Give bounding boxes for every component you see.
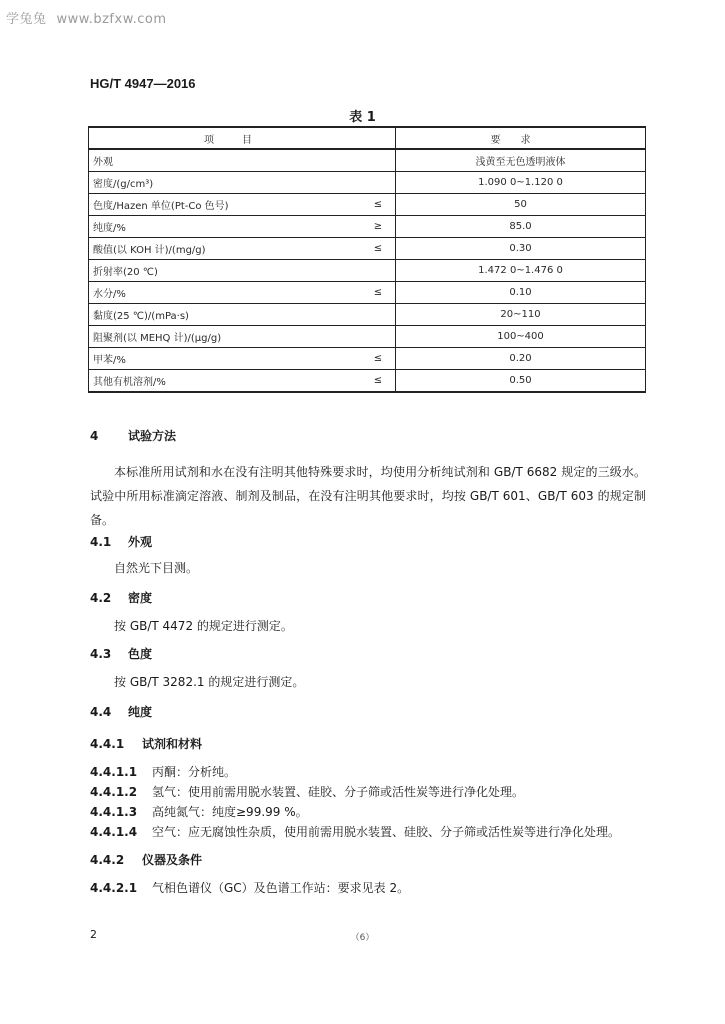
row-item: 折射率(20 ℃) bbox=[89, 260, 362, 282]
section-4-4-heading bbox=[90, 704, 646, 721]
row-symbol bbox=[361, 326, 396, 348]
row-value: 100~400 bbox=[396, 326, 646, 348]
table-header-item: 项目 bbox=[89, 127, 396, 149]
watermark-site-name: 学兔兔 bbox=[6, 12, 47, 27]
row-value: 0.30 bbox=[396, 238, 646, 260]
item-text: 高纯氮气：纯度≥99.99 %。 bbox=[152, 805, 308, 819]
section-4-4-1-number: 4.4.1 bbox=[90, 737, 125, 751]
list-item bbox=[90, 784, 646, 801]
row-item: 其他有机溶剂/% bbox=[89, 370, 362, 393]
section-4-1-number: 4.1 bbox=[90, 535, 112, 549]
list-item bbox=[90, 764, 646, 781]
row-item: 密度/(g/cm³) bbox=[89, 172, 362, 194]
list-item bbox=[90, 824, 646, 841]
row-value: 1.472 0~1.476 0 bbox=[396, 260, 646, 282]
table-row bbox=[89, 348, 646, 370]
row-symbol: ≥ bbox=[361, 216, 396, 238]
section-4-3-heading bbox=[90, 646, 646, 663]
row-symbol: ≤ bbox=[361, 238, 396, 260]
table-row bbox=[89, 194, 646, 216]
section-4-1-heading bbox=[90, 534, 646, 551]
page-number: 2 bbox=[90, 928, 97, 941]
section-4-2-heading bbox=[90, 590, 646, 607]
table-header-requirement: 要求 bbox=[396, 127, 646, 149]
section-4-1-text: 自然光下目测。 bbox=[114, 561, 199, 575]
row-symbol: ≤ bbox=[361, 370, 396, 393]
table-row bbox=[89, 304, 646, 326]
row-item: 阻聚剂(以 MEHQ 计)/(μg/g) bbox=[89, 326, 362, 348]
section-4-4-title: 纯度 bbox=[128, 705, 153, 719]
watermark bbox=[6, 8, 167, 27]
standard-code: HG/T 4947—2016 bbox=[90, 76, 196, 91]
row-item: 甲苯/% bbox=[89, 348, 362, 370]
section-4-4-1-heading bbox=[90, 736, 646, 753]
row-symbol bbox=[361, 172, 396, 194]
section-4-title: 试验方法 bbox=[128, 429, 177, 443]
footer-mark: （6） bbox=[350, 933, 375, 943]
section-4-number: 4 bbox=[90, 429, 99, 443]
section-4-4-2-1-number: 4.4.2.1 bbox=[90, 881, 138, 895]
table-row bbox=[89, 238, 646, 260]
section-4-3-number: 4.3 bbox=[90, 647, 112, 661]
table-row bbox=[89, 326, 646, 348]
section-4-3-title: 色度 bbox=[128, 647, 153, 661]
row-symbol: ≤ bbox=[361, 282, 396, 304]
row-value: 85.0 bbox=[396, 216, 646, 238]
row-symbol bbox=[361, 149, 396, 172]
row-value: 1.090 0~1.120 0 bbox=[396, 172, 646, 194]
section-4-3-text: 按 GB/T 3282.1 的规定进行测定。 bbox=[114, 675, 305, 689]
list-item bbox=[90, 804, 646, 821]
section-4-4-2-number: 4.4.2 bbox=[90, 853, 125, 867]
row-symbol bbox=[361, 260, 396, 282]
row-value: 0.20 bbox=[396, 348, 646, 370]
section-4-2-text: 按 GB/T 4472 的规定进行测定。 bbox=[114, 619, 293, 633]
table-row bbox=[89, 149, 646, 172]
row-value: 50 bbox=[396, 194, 646, 216]
section-4-1-title: 外观 bbox=[128, 535, 153, 549]
section-4-heading bbox=[90, 428, 646, 445]
table-row bbox=[89, 260, 646, 282]
row-value: 0.50 bbox=[396, 370, 646, 393]
item-number: 4.4.1.1 bbox=[90, 765, 138, 779]
section-4-2-number: 4.2 bbox=[90, 591, 112, 605]
item-text: 丙酮：分析纯。 bbox=[152, 765, 237, 779]
item-number: 4.4.1.3 bbox=[90, 805, 138, 819]
row-symbol bbox=[361, 304, 396, 326]
section-4-intro: 本标准所用试剂和水在没有注明其他特殊要求时，均使用分析纯试剂和 GB/T 6682 规定的三级水。试验中所用标准滴定溶液、制剂及制品，在没有注明其他要求时，均按 GB/T 601、GB/T 603 的规定制备。 bbox=[90, 465, 646, 527]
row-symbol: ≤ bbox=[361, 194, 396, 216]
table-body bbox=[89, 149, 646, 392]
table-row bbox=[89, 172, 646, 194]
spec-table bbox=[88, 126, 646, 393]
item-number: 4.4.1.2 bbox=[90, 785, 138, 799]
row-item: 外观 bbox=[89, 149, 362, 172]
row-value: 20~110 bbox=[396, 304, 646, 326]
item-text: 氢气：使用前需用脱水装置、硅胶、分子筛或活性炭等进行净化处理。 bbox=[152, 785, 525, 799]
watermark-url: www.bzfxw.com bbox=[56, 12, 167, 27]
section-4-4-2-heading bbox=[90, 852, 646, 869]
table-row bbox=[89, 370, 646, 393]
table-header-row bbox=[89, 127, 646, 149]
section-4-4-2-1 bbox=[90, 880, 646, 897]
section-4-4-2-title: 仪器及条件 bbox=[142, 853, 203, 867]
section-4-4-1-title: 试剂和材料 bbox=[142, 737, 203, 751]
row-item: 纯度/% bbox=[89, 216, 362, 238]
row-item: 色度/Hazen 单位(Pt-Co 色号) bbox=[89, 194, 362, 216]
section-4-4-2-1-text: 气相色谱仪（GC）及色谱工作站：要求见表 2。 bbox=[152, 881, 410, 895]
row-item: 水分/% bbox=[89, 282, 362, 304]
section-4-2-title: 密度 bbox=[128, 591, 153, 605]
row-item: 酸值(以 KOH 计)/(mg/g) bbox=[89, 238, 362, 260]
table-row bbox=[89, 282, 646, 304]
row-value: 0.10 bbox=[396, 282, 646, 304]
item-text: 空气：应无腐蚀性杂质，使用前需用脱水装置、硅胶、分子筛或活性炭等进行净化处理。 bbox=[152, 825, 621, 839]
section-4-4-number: 4.4 bbox=[90, 705, 112, 719]
row-value: 浅黄至无色透明液体 bbox=[396, 149, 646, 172]
row-symbol: ≤ bbox=[361, 348, 396, 370]
table-row bbox=[89, 216, 646, 238]
table-caption: 表 1 bbox=[349, 110, 376, 125]
row-item: 黏度(25 ℃)/(mPa·s) bbox=[89, 304, 362, 326]
item-number: 4.4.1.4 bbox=[90, 825, 138, 839]
